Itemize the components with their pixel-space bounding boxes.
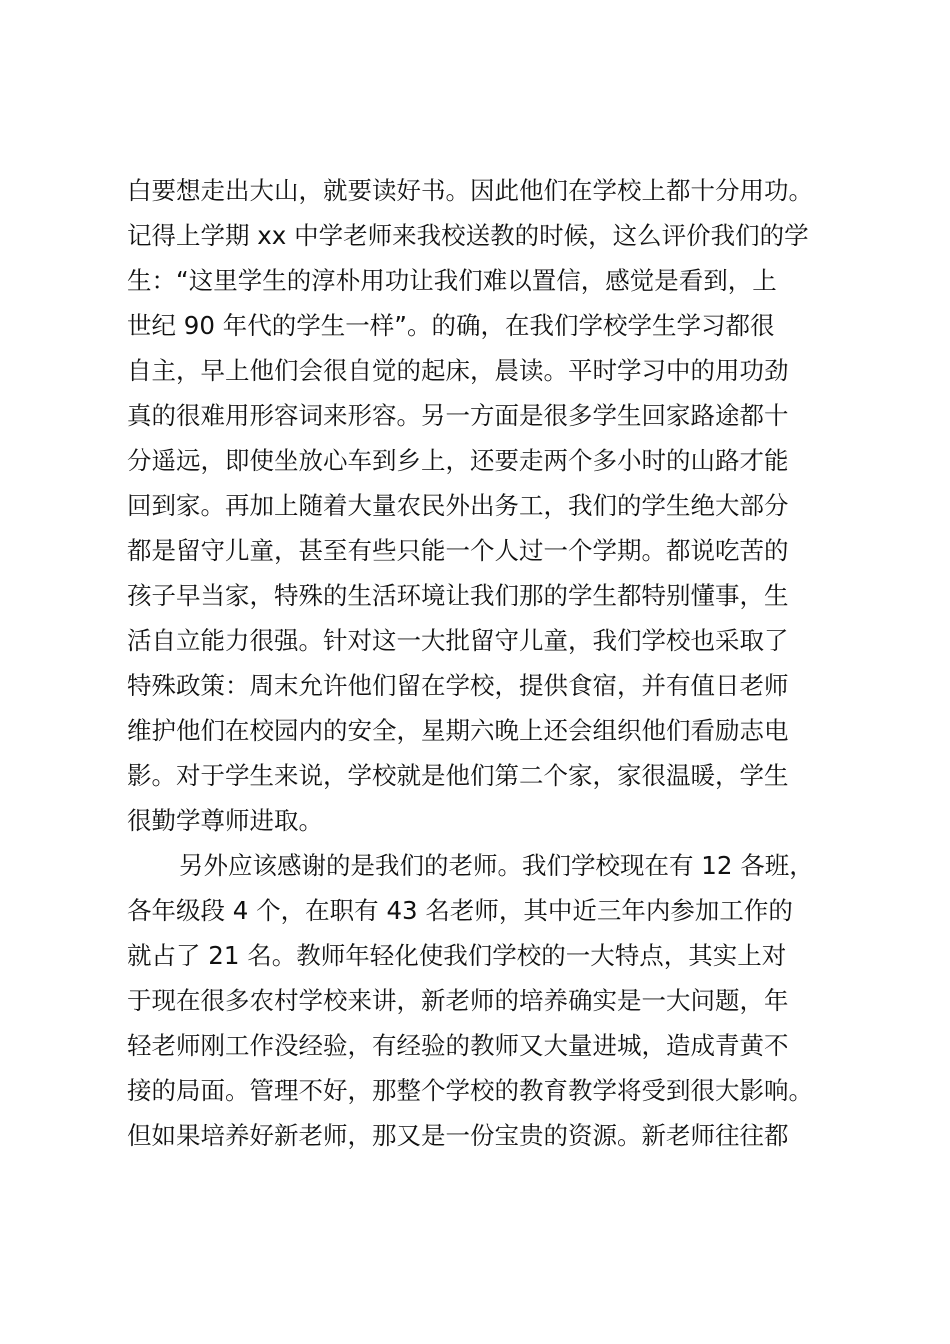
text-line: 但如果培养好新老师，那又是一份宝贵的资源。新老师往往都 (127, 1121, 789, 1150)
paragraph (127, 168, 857, 843)
text-line: 维护他们在校园内的安全，星期六晚上还会组织他们看励志电 (127, 716, 789, 745)
text-line: 生：“这里学生的淳朴用功让我们难以置信，感觉是看到，上 (127, 266, 777, 295)
text-line: 孩子早当家，特殊的生活环境让我们那的学生都特别懂事，生 (127, 581, 789, 610)
text-line: 另外应该感谢的是我们的老师。我们学校现在有 12 各班， (179, 851, 814, 880)
text-line: 轻老师刚工作没经验，有经验的教师又大量进城，造成青黄不 (127, 1031, 789, 1060)
text-line: 真的很难用形容词来形容。另一方面是很多学生回家路途都十 (127, 401, 789, 430)
body-text (127, 168, 857, 1158)
text-line: 白要想走出大山，就要读好书。因此他们在学校上都十分用功。 (127, 176, 813, 205)
text-line: 特殊政策：周末允许他们留在学校，提供食宿，并有值日老师 (127, 671, 789, 700)
paragraph (127, 843, 857, 1158)
text-line: 世纪 90 年代的学生一样”。的确，在我们学校学生学习都很 (127, 311, 775, 340)
text-line: 都是留守儿童，甚至有些只能一个人过一个学期。都说吃苦的 (127, 536, 789, 565)
text-line: 回到家。再加上随着大量农民外出务工，我们的学生绝大部分 (127, 491, 789, 520)
text-line: 各年级段 4 个，在职有 43 名老师，其中近三年内参加工作的 (127, 896, 793, 925)
text-line: 自主，早上他们会很自觉的起床，晨读。平时学习中的用功劲 (127, 356, 789, 385)
text-line: 接的局面。管理不好，那整个学校的教育教学将受到很大影响。 (127, 1076, 813, 1105)
text-line: 分遥远，即使坐放心车到乡上，还要走两个多小时的山路才能 (127, 446, 789, 475)
text-line: 记得上学期 xx 中学老师来我校送教的时候，这么评价我们的学 (127, 221, 809, 250)
text-line: 影。对于学生来说，学校就是他们第二个家，家很温暖，学生 (127, 761, 789, 790)
text-line: 很勤学尊师进取。 (127, 806, 323, 835)
text-line: 就占了 21 名。教师年轻化使我们学校的一大特点，其实上对 (127, 941, 787, 970)
text-line: 于现在很多农村学校来讲，新老师的培养确实是一大问题，年 (127, 986, 789, 1015)
text-line: 活自立能力很强。针对这一大批留守儿童，我们学校也采取了 (127, 626, 789, 655)
